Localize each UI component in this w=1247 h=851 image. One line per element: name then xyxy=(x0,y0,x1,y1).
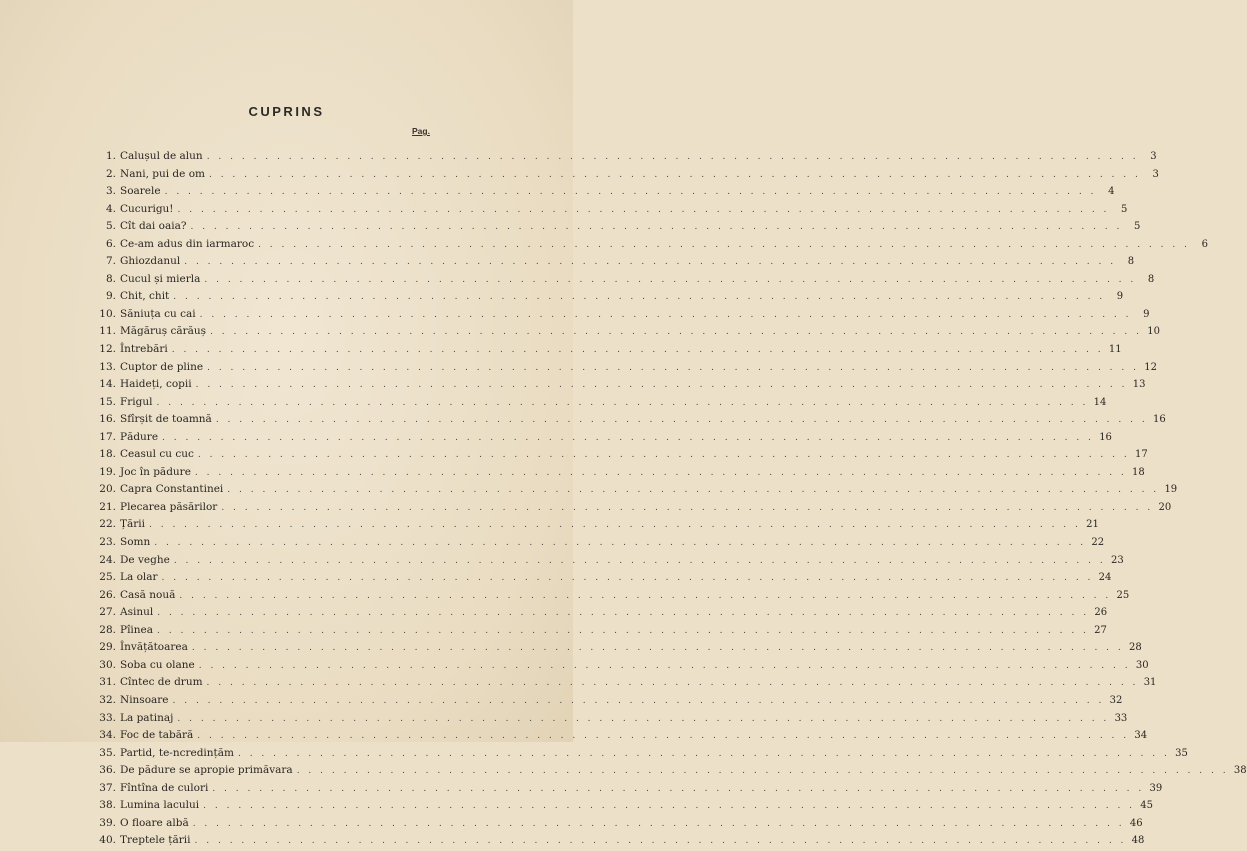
toc-entry xyxy=(92,762,1247,780)
dot-leader: . . . . . . . . . . . . . . . . . . . . . . . . . . . . . . . . . . . . . . . . . . . . . . . . . . . . . . . . . . . . . . . . . . . . . . . . . . . . . . . . xyxy=(192,818,1125,829)
toc-entry-title: Soba cu olane xyxy=(120,658,195,671)
toc-entry xyxy=(92,552,1124,570)
toc-entry xyxy=(92,692,1123,710)
dot-leader: . . . . . . . . . . . . . . . . . . . . . . . . . . . . . . . . . . . . . . . . . . . . . . . . . . . . . . . . . . . . . . . . . . . . . . . . . . . . . . . . xyxy=(157,608,1090,619)
toc-entry-title: Cît dai oaia? xyxy=(120,220,187,233)
dot-leader: . . . . . . . . . . . . . . . . . . . . . . . . . . . . . . . . . . . . . . . . . . . . . . . . . . . . . . . . . . . . . . . . . . . . . . . . . . . . . . . . xyxy=(206,678,1139,689)
toc-entry xyxy=(92,394,1107,412)
dot-leader: . . . . . . . . . . . . . . . . . . . . . . . . . . . . . . . . . . . . . . . . . . . . . . . . . . . . . . . . . . . . . . . . . . . . . . . . . . . . . . . . xyxy=(212,783,1145,794)
toc-entry xyxy=(92,236,1208,254)
toc-entry-page: 8 xyxy=(1127,256,1135,268)
toc-entry xyxy=(92,411,1166,429)
dot-leader: . . . . . . . . . . . . . . . . . . . . . . . . . . . . . . . . . . . . . . . . . . . . . . . . . . . . . . . . . . . . . . . . . . . . . . . . . . . . . . . . xyxy=(197,450,1130,461)
page-column-label: Pag. xyxy=(412,126,430,136)
toc-entry-page: 34 xyxy=(1134,730,1148,742)
dot-leader: . . . . . . . . . . . . . . . . . . . . . . . . . . . . . . . . . . . . . . . . . . . . . . . . . . . . . . . . . . . . . . . . . . . . . . . . . . . . . . . . xyxy=(173,555,1106,566)
toc-entry-page: 10 xyxy=(1147,326,1160,338)
toc-entry-page: 17 xyxy=(1135,449,1148,461)
toc-entry xyxy=(92,323,1160,341)
toc-entry xyxy=(92,674,1157,692)
dot-leader: . . . . . . . . . . . . . . . . . . . . . . . . . . . . . . . . . . . . . . . . . . . . . . . . . . . . . . . . . . . . . . . . . . . . . . . . . . . . . . . . xyxy=(221,502,1154,513)
page-title: CUPRINS xyxy=(248,104,325,119)
toc-entry-title: Învățătoarea xyxy=(120,641,188,654)
dot-leader: . . . . . . . . . . . . . . . . . . . . . . . . . . . . . . . . . . . . . . . . . . . . . . . . . . . . . . . . . . . . . . . . . . . . . . . . . . . . . . . . xyxy=(184,257,1117,268)
toc-entry-page: 6 xyxy=(1201,238,1208,250)
toc-entry-page: 46 xyxy=(1129,817,1143,829)
toc-entry xyxy=(92,446,1148,464)
toc-entry-number: 8. xyxy=(105,272,116,285)
toc-entry-number: 4. xyxy=(105,202,116,215)
dot-leader: . . . . . . . . . . . . . . . . . . . . . . . . . . . . . . . . . . . . . . . . . . . . . . . . . . . . . . . . . . . . . . . . . . . . . . . . . . . . . . . . xyxy=(197,731,1130,742)
toc-entry-page: 39 xyxy=(1149,782,1163,794)
toc-entry-title: Casă nouă xyxy=(120,588,176,601)
toc-entry-number: 22. xyxy=(99,518,116,531)
toc-entry-page: 23 xyxy=(1110,554,1124,566)
toc-entry-page: 5 xyxy=(1133,221,1141,233)
toc-entry-number: 29. xyxy=(99,641,116,654)
toc-entry-number: 30. xyxy=(99,658,116,671)
toc-entry xyxy=(92,587,1130,605)
dot-leader: . . . . . . . . . . . . . . . . . . . . . . . . . . . . . . . . . . . . . . . . . . . . . . . . . . . . . . . . . . . . . . . . . . . . . . . . . . . . . . . . xyxy=(194,836,1127,847)
toc-entry-title: Haideți, copii xyxy=(120,378,192,391)
dot-leader: . . . . . . . . . . . . . . . . . . . . . . . . . . . . . . . . . . . . . . . . . . . . . . . . . . . . . . . . . . . . . . . . . . . . . . . . . . . . . . . . xyxy=(199,309,1132,320)
dot-leader: . . . . . . . . . . . . . . . . . . . . . . . . . . . . . . . . . . . . . . . . . . . . . . . . . . . . . . . . . . . . . . . . . . . . . . . . . . . . . . . . xyxy=(164,187,1097,198)
toc-entry-number: 7. xyxy=(105,255,116,268)
dot-leader: . . . . . . . . . . . . . . . . . . . . . . . . . . . . . . . . . . . . . . . . . . . . . . . . . . . . . . . . . . . . . . . . . . . . . . . . . . . . . . . . xyxy=(149,520,1081,531)
toc-entry-number: 36. xyxy=(99,764,116,777)
toc-entry-number: 38. xyxy=(99,799,116,812)
toc-entry xyxy=(92,727,1148,745)
toc-entry-title: La patinaj xyxy=(120,711,174,724)
toc-entry-title: Ninsoare xyxy=(120,693,169,706)
toc-entry-title: Cuptor de pline xyxy=(120,360,204,373)
toc-entry-title: Săniuța cu cai xyxy=(120,307,196,320)
toc-entry-title: Capra Constantinei xyxy=(120,483,224,496)
toc-entry xyxy=(92,499,1172,517)
toc-entry-page: 24 xyxy=(1098,572,1112,584)
toc-entry-title: Plecarea păsărilor xyxy=(120,500,218,513)
dot-leader: . . . . . . . . . . . . . . . . . . . . . . . . . . . . . . . . . . . . . . . . . . . . . . . . . . . . . . . . . . . . . . . . . . . . . . . . . . . . . . . . xyxy=(173,292,1106,303)
dot-leader: . . . . . . . . . . . . . . . . . . . . . . . . . . . . . . . . . . . . . . . . . . . . . . . . . . . . . . . . . . . . . . . . . . . . . . . . . . . . . . . . xyxy=(156,397,1089,408)
table-of-contents xyxy=(92,148,1247,850)
toc-entry-title: De pădure se apropie primăvara xyxy=(120,764,293,777)
toc-entry xyxy=(92,464,1145,482)
dot-leader: . . . . . . . . . . . . . . . . . . . . . . . . . . . . . . . . . . . . . . . . . . . . . . . . . . . . . . . . . . . . . . . . . . . . . . . . . . . . . . . . xyxy=(206,152,1139,162)
toc-entry xyxy=(92,359,1157,377)
toc-entry-title: Ceasul cu cuc xyxy=(120,448,194,461)
toc-entry-page: 21 xyxy=(1086,519,1099,531)
dot-leader: . . . . . . . . . . . . . . . . . . . . . . . . . . . . . . . . . . . . . . . . . . . . . . . . . . . . . . . . . . . . . . . . . . . . . . . . . . . . . . . . xyxy=(258,239,1190,250)
toc-entry-number: 10. xyxy=(99,307,116,320)
toc-entry-number: 9. xyxy=(105,290,116,303)
toc-entry-page: 9 xyxy=(1116,291,1124,303)
toc-entry-number: 26. xyxy=(99,588,116,601)
toc-entry-number: 1. xyxy=(105,150,116,162)
toc-entry-title: De veghe xyxy=(120,553,170,566)
dot-leader: . . . . . . . . . . . . . . . . . . . . . . . . . . . . . . . . . . . . . . . . . . . . . . . . . . . . . . . . . . . . . . . . . . . . . . . . . . . . . . . . xyxy=(177,204,1110,215)
toc-entry xyxy=(92,148,1157,166)
toc-entry-title: Chit, chit xyxy=(120,290,170,303)
toc-entry-page: 20 xyxy=(1158,501,1172,513)
toc-entry-page: 9 xyxy=(1143,308,1150,320)
toc-entry xyxy=(92,253,1135,271)
dot-leader: . . . . . . . . . . . . . . . . . . . . . . . . . . . . . . . . . . . . . . . . . . . . . . . . . . . . . . . . . . . . . . . . . . . . . . . . . . . . . . . . xyxy=(237,748,1170,759)
toc-entry-number: 37. xyxy=(99,781,116,794)
toc-entry-page: 48 xyxy=(1131,835,1145,847)
dot-leader: . . . . . . . . . . . . . . . . . . . . . . . . . . . . . . . . . . . . . . . . . . . . . . . . . . . . . . . . . . . . . . . . . . . . . . . . . . . . . . . . xyxy=(190,222,1123,233)
toc-entry-page: 35 xyxy=(1175,747,1188,759)
toc-entry-number: 24. xyxy=(99,553,116,566)
dot-leader: . . . . . . . . . . . . . . . . . . . . . . . . . . . . . . . . . . . . . . . . . . . . . . . . . . . . . . . . . . . . . . . . . . . . . . . . . . . . . . . . xyxy=(157,625,1089,636)
dot-leader: . . . . . . . . . . . . . . . . . . . . . . . . . . . . . . . . . . . . . . . . . . . . . . . . . . . . . . . . . . . . . . . . . . . . . . . . . . . . . . . . xyxy=(195,380,1128,391)
toc-entry-title: Ce-am adus din iarmaroc xyxy=(120,237,255,250)
toc-entry-number: 21. xyxy=(99,500,116,513)
toc-entry xyxy=(92,657,1149,675)
toc-entry-title: Ghiozdanul xyxy=(120,255,181,268)
toc-entry-page: 13 xyxy=(1132,379,1146,391)
toc-entry-number: 40. xyxy=(99,834,116,847)
toc-entry-number: 14. xyxy=(99,378,116,391)
toc-entry-title: Nani, pui de om xyxy=(120,167,205,180)
dot-leader: . . . . . . . . . . . . . . . . . . . . . . . . . . . . . . . . . . . . . . . . . . . . . . . . . . . . . . . . . . . . . . . . . . . . . . . . . . . . . . . . xyxy=(191,643,1124,654)
toc-entry-number: 11. xyxy=(99,325,116,338)
toc-entry-title: Somn xyxy=(120,536,151,549)
toc-entry-title: Joc în pădure xyxy=(120,465,191,478)
toc-entry-title: Fîntîna de culori xyxy=(120,781,209,794)
toc-entry-title: Partid, te-ncredințăm xyxy=(120,746,234,759)
toc-entry xyxy=(92,341,1122,359)
toc-entry-page: 19 xyxy=(1164,484,1178,496)
dot-leader: . . . . . . . . . . . . . . . . . . . . . . . . . . . . . . . . . . . . . . . . . . . . . . . . . . . . . . . . . . . . . . . . . . . . . . . . . . . . . . . . xyxy=(207,362,1139,373)
toc-entry-number: 6. xyxy=(105,237,116,250)
toc-entry-page: 33 xyxy=(1114,712,1128,724)
toc-entry xyxy=(92,622,1107,640)
toc-entry-number: 5. xyxy=(105,220,116,233)
dot-leader: . . . . . . . . . . . . . . . . . . . . . . . . . . . . . . . . . . . . . . . . . . . . . . . . . . . . . . . . . . . . . . . . . . . . . . . . . . . . . . . . xyxy=(215,415,1148,426)
toc-entry xyxy=(92,481,1178,499)
toc-entry xyxy=(92,797,1154,815)
toc-entry-title: Întrebări xyxy=(120,343,168,356)
toc-entry-page: 14 xyxy=(1093,396,1107,408)
dot-leader: . . . . . . . . . . . . . . . . . . . . . . . . . . . . . . . . . . . . . . . . . . . . . . . . . . . . . . . . . . . . . . . . . . . . . . . . . . . . . . . . xyxy=(296,766,1229,777)
toc-entry-number: 13. xyxy=(99,360,116,373)
toc-entry xyxy=(92,832,1145,850)
toc-entry-title: Lumina lacului xyxy=(120,799,200,812)
toc-entry-number: 2. xyxy=(105,167,116,180)
toc-entry-page: 45 xyxy=(1140,800,1154,812)
toc-entry-number: 12. xyxy=(99,343,116,356)
dot-leader: . . . . . . . . . . . . . . . . . . . . . . . . . . . . . . . . . . . . . . . . . . . . . . . . . . . . . . . . . . . . . . . . . . . . . . . . . . . . . . . . xyxy=(179,590,1112,601)
toc-entry-number: 23. xyxy=(99,536,116,549)
toc-entry-number: 3. xyxy=(105,185,116,198)
toc-entry xyxy=(92,569,1112,587)
dot-leader: . . . . . . . . . . . . . . . . . . . . . . . . . . . . . . . . . . . . . . . . . . . . . . . . . . . . . . . . . . . . . . . . . . . . . . . . . . . . . . . . xyxy=(204,274,1137,285)
dot-leader: . . . . . . . . . . . . . . . . . . . . . . . . . . . . . . . . . . . . . . . . . . . . . . . . . . . . . . . . . . . . . . . . . . . . . . . . . . . . . . . . xyxy=(227,485,1160,496)
toc-entry-number: 19. xyxy=(99,465,116,478)
toc-entry xyxy=(92,710,1128,728)
toc-entry-page: 3 xyxy=(1152,168,1159,180)
toc-entry-page: 22 xyxy=(1091,537,1105,549)
dot-leader: . . . . . . . . . . . . . . . . . . . . . . . . . . . . . . . . . . . . . . . . . . . . . . . . . . . . . . . . . . . . . . . . . . . . . . . . . . . . . . . . xyxy=(171,345,1104,356)
toc-entry-number: 16. xyxy=(99,413,116,426)
toc-entry xyxy=(92,166,1159,184)
toc-entry xyxy=(92,218,1141,236)
toc-entry-page: 4 xyxy=(1108,186,1115,198)
dot-leader: . . . . . . . . . . . . . . . . . . . . . . . . . . . . . . . . . . . . . . . . . . . . . . . . . . . . . . . . . . . . . . . . . . . . . . . . . . . . . . . . xyxy=(154,538,1087,549)
dot-leader: . . . . . . . . . . . . . . . . . . . . . . . . . . . . . . . . . . . . . . . . . . . . . . . . . . . . . . . . . . . . . . . . . . . . . . . . . . . . . . . . xyxy=(172,695,1105,706)
toc-entry-number: 18. xyxy=(99,448,116,461)
toc-entry-number: 20. xyxy=(99,483,116,496)
toc-entry xyxy=(92,780,1163,798)
toc-entry-title: La olar xyxy=(120,571,158,584)
toc-entry xyxy=(92,534,1105,552)
toc-entry-page: 27 xyxy=(1094,624,1107,636)
toc-entry xyxy=(92,183,1115,201)
toc-entry-title: Soarele xyxy=(120,185,161,198)
toc-entry xyxy=(92,516,1099,534)
toc-entry-page: 11 xyxy=(1108,344,1122,356)
toc-entry-number: 34. xyxy=(99,729,116,742)
toc-entry xyxy=(92,376,1146,394)
toc-entry-page: 32 xyxy=(1109,694,1123,706)
toc-entry-page: 3 xyxy=(1150,151,1157,162)
toc-entry-title: Măgăruș cărăuș xyxy=(120,325,207,338)
dot-leader: . . . . . . . . . . . . . . . . . . . . . . . . . . . . . . . . . . . . . . . . . . . . . . . . . . . . . . . . . . . . . . . . . . . . . . . . . . . . . . . . xyxy=(198,660,1131,671)
toc-entry xyxy=(92,604,1108,622)
toc-entry-title: Țării xyxy=(120,518,145,531)
toc-entry-title: Treptele țării xyxy=(120,834,191,847)
toc-entry-title: Pădure xyxy=(120,430,159,443)
toc-entry xyxy=(92,815,1143,833)
toc-entry-page: 8 xyxy=(1147,273,1155,285)
toc-entry-page: 16 xyxy=(1152,414,1166,426)
dot-leader: . . . . . . . . . . . . . . . . . . . . . . . . . . . . . . . . . . . . . . . . . . . . . . . . . . . . . . . . . . . . . . . . . . . . . . . . . . . . . . . . xyxy=(194,467,1127,478)
dot-leader: . . . . . . . . . . . . . . . . . . . . . . . . . . . . . . . . . . . . . . . . . . . . . . . . . . . . . . . . . . . . . . . . . . . . . . . . . . . . . . . . xyxy=(208,169,1141,180)
toc-entry-number: 27. xyxy=(99,606,116,619)
toc-entry-number: 17. xyxy=(99,430,116,443)
toc-entry-page: 26 xyxy=(1094,607,1108,619)
dot-leader: . . . . . . . . . . . . . . . . . . . . . . . . . . . . . . . . . . . . . . . . . . . . . . . . . . . . . . . . . . . . . . . . . . . . . . . . . . . . . . . . xyxy=(177,713,1110,724)
toc-entry-title: Frigul xyxy=(120,395,153,408)
toc-entry-page: 30 xyxy=(1135,659,1149,671)
toc-entry-page: 18 xyxy=(1132,466,1145,478)
toc-entry-number: 32. xyxy=(99,693,116,706)
toc-entry-title: Sfîrșit de toamnă xyxy=(120,413,212,426)
toc-entry xyxy=(92,288,1124,306)
toc-entry-page: 28 xyxy=(1129,642,1142,654)
dot-leader: . . . . . . . . . . . . . . . . . . . . . . . . . . . . . . . . . . . . . . . . . . . . . . . . . . . . . . . . . . . . . . . . . . . . . . . . . . . . . . . . xyxy=(162,432,1094,443)
toc-entry xyxy=(92,306,1150,324)
toc-entry-title: Cîntec de drum xyxy=(120,676,203,689)
toc-entry-title: Asinul xyxy=(120,606,154,619)
toc-entry xyxy=(92,201,1128,219)
dot-leader: . . . . . . . . . . . . . . . . . . . . . . . . . . . . . . . . . . . . . . . . . . . . . . . . . . . . . . . . . . . . . . . . . . . . . . . . . . . . . . . . xyxy=(203,801,1136,812)
toc-entry-page: 12 xyxy=(1144,361,1157,373)
toc-entry-page: 16 xyxy=(1099,431,1112,443)
toc-entry xyxy=(92,639,1142,657)
toc-entry-number: 33. xyxy=(99,711,116,724)
toc-entry-number: 31. xyxy=(99,676,116,689)
toc-entry-page: 25 xyxy=(1116,589,1130,601)
toc-entry-number: 28. xyxy=(99,623,116,636)
toc-entry-title: Cucul și mierla xyxy=(120,272,201,285)
toc-entry-title: O floare albă xyxy=(120,816,189,829)
toc-entry-number: 25. xyxy=(99,571,116,584)
toc-entry-title: Cucurigu! xyxy=(120,202,174,215)
dot-leader: . . . . . . . . . . . . . . . . . . . . . . . . . . . . . . . . . . . . . . . . . . . . . . . . . . . . . . . . . . . . . . . . . . . . . . . . . . . . . . . . xyxy=(210,327,1142,338)
toc-entry-number: 15. xyxy=(99,395,116,408)
toc-entry-title: Pîinea xyxy=(120,623,154,636)
toc-entry xyxy=(92,429,1112,447)
toc-entry xyxy=(92,745,1188,763)
toc-entry-title: Foc de tabără xyxy=(120,729,194,742)
toc-entry-title: Calușul de alun xyxy=(120,150,203,162)
toc-entry-page: 31 xyxy=(1143,677,1157,689)
toc-entry-page: 5 xyxy=(1121,203,1128,215)
toc-entry-page: 38 xyxy=(1233,765,1247,777)
toc-entry xyxy=(92,271,1155,289)
toc-entry-number: 35. xyxy=(99,746,116,759)
toc-entry-number: 39. xyxy=(99,816,116,829)
dot-leader: . . . . . . . . . . . . . . . . . . . . . . . . . . . . . . . . . . . . . . . . . . . . . . . . . . . . . . . . . . . . . . . . . . . . . . . . . . . . . . . . xyxy=(161,573,1094,584)
